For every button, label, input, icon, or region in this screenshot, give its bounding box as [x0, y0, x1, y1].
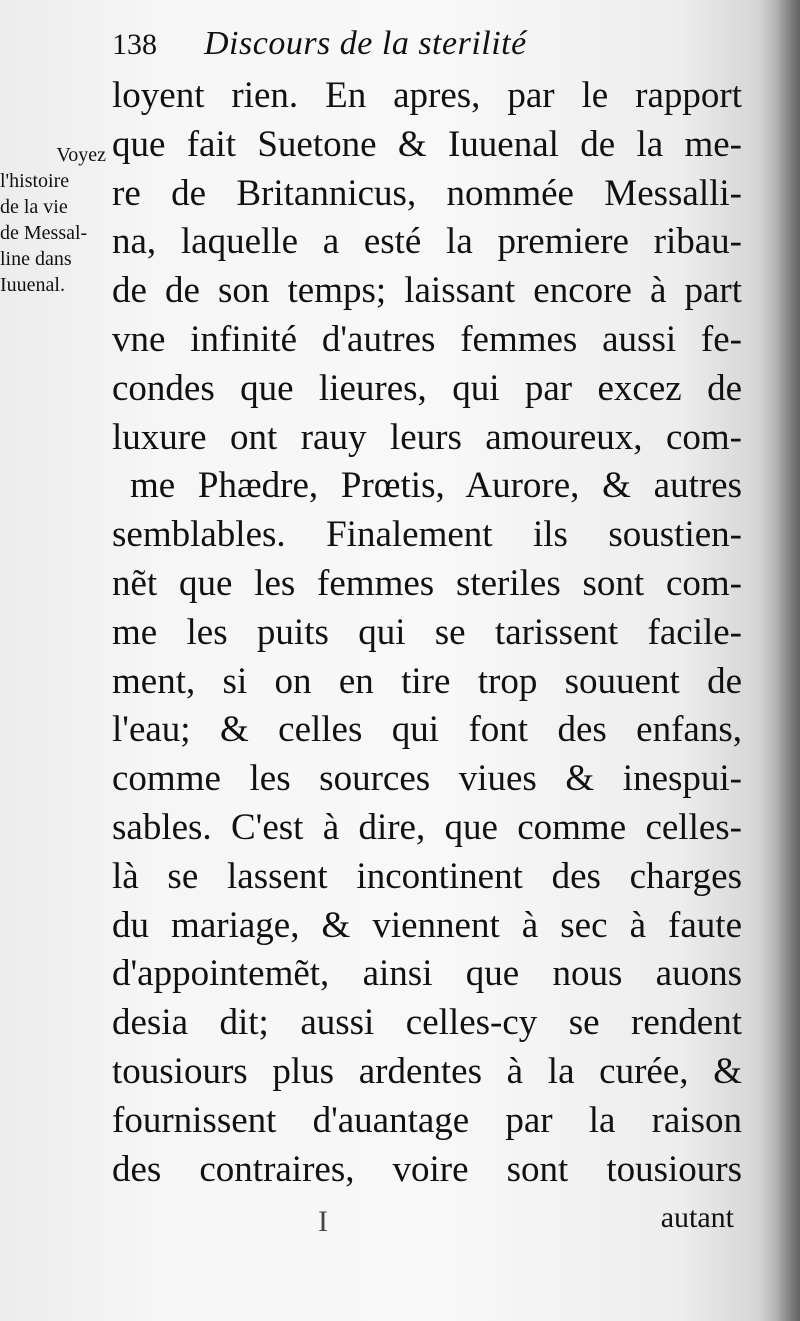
- page-number: 138: [112, 28, 157, 61]
- margin-note-line: Voyez: [56, 144, 106, 166]
- text-line: des contraires, voire sont tousiours: [112, 1148, 742, 1190]
- text-line: sables. C'est à dire, que comme celles-: [112, 806, 742, 848]
- margin-note-line: l'histoire: [0, 170, 70, 192]
- text-line: l'eau; & celles qui font des enfans,: [112, 709, 742, 751]
- text-line: re de Britannicus, nommée Messalli-: [112, 172, 742, 214]
- text-line: là se lassent incontinent des charges: [112, 855, 742, 897]
- text-line: d'appointemẽt, ainsi que nous auons: [112, 953, 742, 995]
- text-line: nẽt que les femmes steriles sont com-: [112, 562, 742, 604]
- margin-note-line: line dans: [0, 248, 72, 270]
- text-line: vne infinité d'autres femmes aussi fe-: [112, 318, 742, 360]
- text-line: me Phædre, Prœtis, Aurore, & autres: [130, 465, 742, 507]
- text-line: loyent rien. En apres, par le rapport: [112, 75, 742, 116]
- text-line: semblables. Finalement ils soustien-: [112, 514, 742, 556]
- text-line: fournissent d'auantage par la raison: [112, 1099, 742, 1141]
- body-text: [112, 72, 742, 1194]
- text-line: desia dit; aussi celles-cy se rendent: [112, 1002, 742, 1044]
- text-line: condes que lieures, qui par excez de: [112, 367, 742, 409]
- text-line: tousiours plus ardentes à la curée, &: [112, 1050, 742, 1092]
- text-line: luxure ont rauy leurs amoureux, com-: [112, 416, 742, 458]
- text-line: du mariage, & viennent à sec à faute: [112, 904, 742, 946]
- catchword: autant: [660, 1201, 734, 1234]
- margin-note-line: Iuuenal.: [0, 274, 65, 296]
- text-line: na, laquelle a esté la premiere ribau-: [112, 221, 742, 263]
- text-line: comme les sources viues & inespui-: [112, 758, 742, 800]
- margin-note: [0, 142, 110, 298]
- text-line: que fait Suetone & Iuuenal de la me-: [112, 123, 742, 165]
- margin-note-line: de la vie: [0, 196, 68, 218]
- running-title: Discours de la sterilité: [204, 25, 527, 62]
- text-line: me les puits qui se tarissent facile-: [112, 611, 742, 653]
- spine-shadow: [758, 0, 800, 1321]
- text-line: de de son temps; laissant encore à part: [112, 270, 742, 312]
- text-line: ment, si on en tire trop souuent de: [112, 660, 742, 702]
- signature-mark: I: [318, 1205, 328, 1238]
- running-head: [112, 18, 732, 70]
- margin-note-line: de Messal-: [0, 222, 88, 244]
